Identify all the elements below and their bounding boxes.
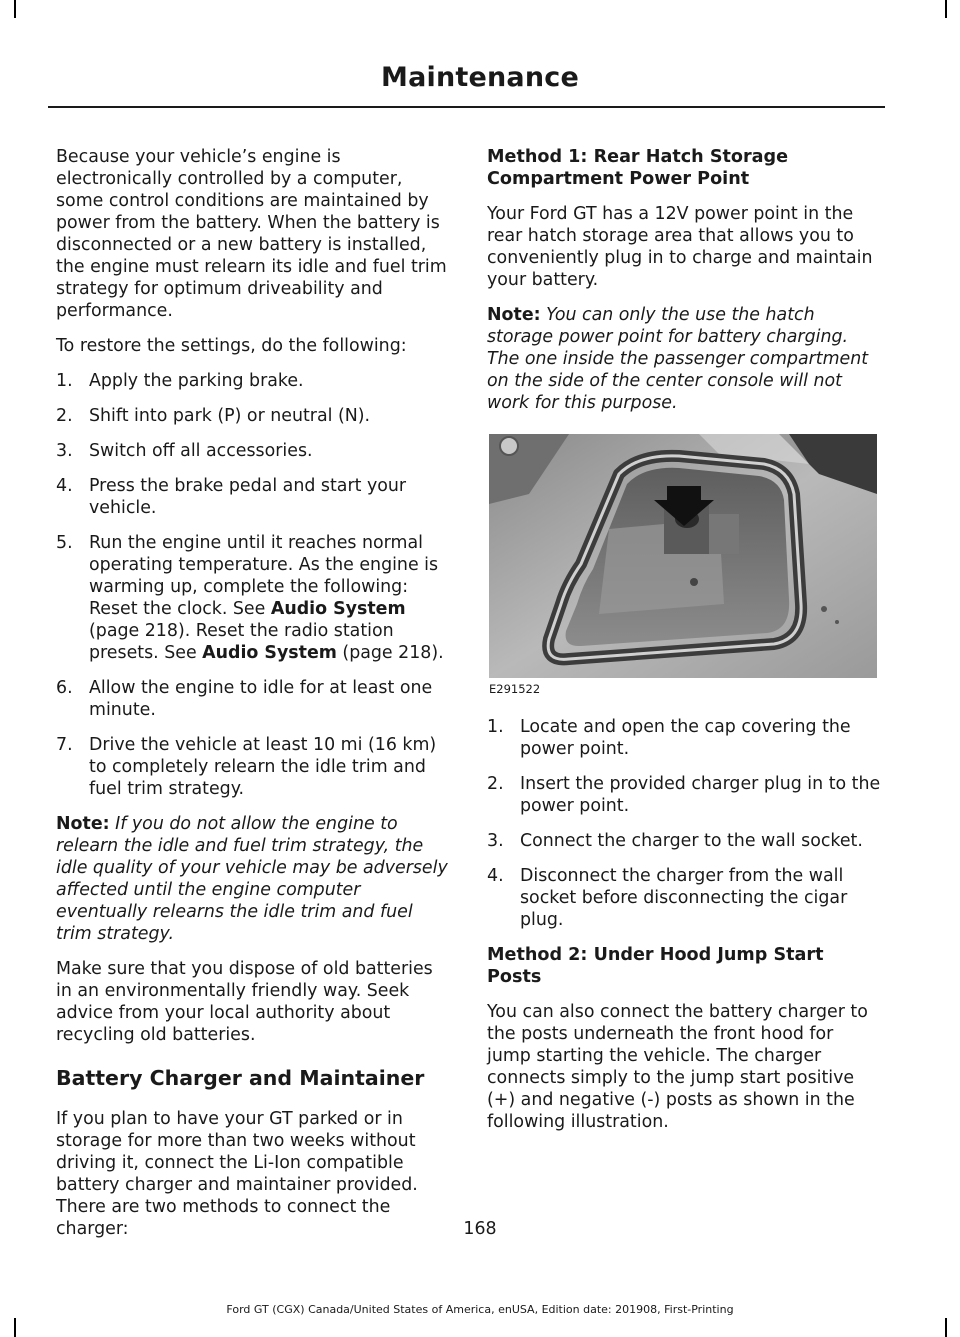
list-item: 3. Connect the charger to the wall socket. — [487, 831, 863, 851]
list-item: 2. Insert the provided charger plug in to the power point. — [487, 774, 881, 816]
intro-paragraph: Because your vehicle’s engine is electronically controlled by a computer, some control conditions are maintained by power from the battery. When the battery is disconnected or a new battery is installed, the engine must relearn its idle and fuel trim strategy for optimum driveability and performance. — [56, 147, 447, 321]
hatch-note: Note: You can only the use the hatch storage power point for battery charging. The one inside the passenger compartment on the side of the center console will not work for this purpose. — [487, 305, 869, 413]
page-number: 168 — [463, 1219, 497, 1239]
restore-steps-list — [56, 370, 448, 800]
charging-steps-list — [487, 716, 882, 931]
list-item: 4. Disconnect the charger from the wall socket before disconnecting the cigar plug. — [487, 866, 848, 930]
crop-mark-bottom-right — [945, 1318, 947, 1337]
relearn-note: Note: If you do not allow the engine to relearn the idle and fuel trim strategy, the idle quality of your vehicle may be adversely affected until the engine computer eventually relearns the idle trim and fuel trim strategy. — [56, 814, 448, 944]
crop-mark-top-left — [14, 0, 16, 18]
list-item: 7. Drive the vehicle at least 10 mi (16 km) to completely relearn the idle trim and fuel trim strategy. — [56, 735, 437, 799]
audio-system-link[interactable]: Audio System — [270, 599, 406, 619]
audio-system-link[interactable]: Audio System — [202, 643, 337, 663]
page-title: Maintenance — [381, 62, 579, 93]
rear-hatch-power-point-illustration — [489, 434, 877, 678]
list-item: 3. Switch off all accessories. — [56, 441, 313, 461]
list-item: 1. Apply the parking brake. — [56, 371, 304, 391]
right-column — [487, 146, 882, 1146]
list-item: 1. Locate and open the cap covering the power point. — [487, 717, 851, 759]
method1-heading: Method 1: Rear Hatch Storage Compartment Power Point — [487, 147, 789, 189]
power-point-photo — [489, 434, 877, 678]
list-item: 6. Allow the engine to idle for at least one minute. — [56, 678, 433, 720]
method2-heading: Method 2: Under Hood Jump Start Posts — [487, 945, 824, 987]
dispose-paragraph: Make sure that you dispose of old batteries in an environmentally friendly way. Seek advice from your local authority about recycling old batteries. — [56, 959, 433, 1045]
header-divider — [48, 106, 885, 108]
list-item: 4. Press the brake pedal and start your vehicle. — [56, 476, 407, 518]
figure-code: E291522 — [489, 682, 541, 696]
method1-paragraph: Your Ford GT has a 12V power point in the rear hatch storage area that allows you to conveniently plug in to charge and maintain your battery. — [487, 204, 873, 290]
crop-mark-top-right — [945, 0, 947, 18]
edition-footer: Ford GT (CGX) Canada/United States of America, enUSA, Edition date: 201908, First-Printing — [226, 1303, 734, 1316]
list-item: 2. Shift into park (P) or neutral (N). — [56, 406, 371, 426]
charger-paragraph: If you plan to have your GT parked or in storage for more than two weeks without driving it, connect the Li-Ion compatible battery charger and maintainer provided. There are two methods to connect the charger: — [56, 1109, 418, 1239]
list-item: 5. Run the engine until it reaches normal operating temperature. As the engine is warming up, complete the following: Reset the clock. See Audio System (page 218). Reset the radio station presets. See Audio System (page 218). — [56, 533, 444, 663]
section-heading: Battery Charger and Maintainer — [56, 1066, 425, 1090]
crop-mark-bottom-left — [14, 1318, 16, 1337]
method2-paragraph: You can also connect the battery charger to the posts underneath the front hood for jump starting the vehicle. The charger connects simply to the jump start positive (+) and negative (-) posts as shown in the following illustration. — [487, 1002, 868, 1132]
left-column — [56, 146, 448, 1253]
restore-intro: To restore the settings, do the following: — [56, 336, 407, 356]
